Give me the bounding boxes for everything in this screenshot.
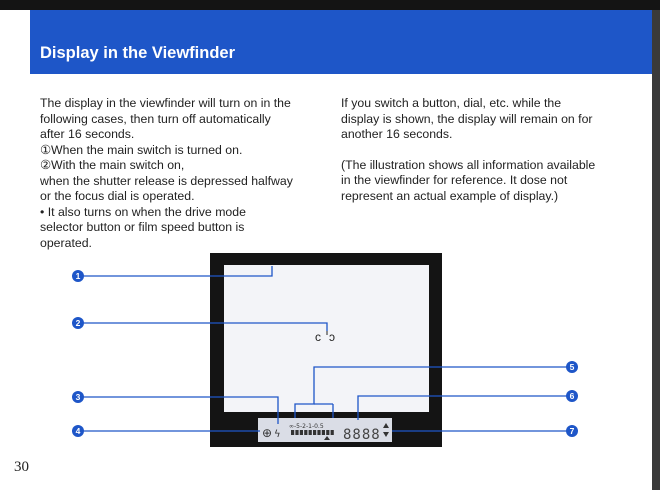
text-line: after 16 seconds. bbox=[40, 127, 135, 141]
text-line: (The illustration shows all information available bbox=[341, 157, 596, 172]
text-line: The display in the viewfinder will turn on in the bbox=[40, 96, 291, 110]
text-line: following cases, then turn off automatically bbox=[40, 111, 271, 126]
focus-frame-left: c bbox=[315, 330, 321, 344]
callout-6: 6 bbox=[566, 390, 578, 402]
distance-bar-segment bbox=[291, 430, 294, 435]
list-item-2: ②With the main switch on, bbox=[40, 158, 185, 172]
focus-frame-right: ɔ bbox=[329, 330, 335, 344]
distance-bar-segment bbox=[300, 430, 303, 435]
distance-bar-segment bbox=[322, 430, 325, 435]
callout-2: 2 bbox=[72, 317, 84, 329]
section-title: Display in the Viewfinder bbox=[40, 44, 235, 62]
text-line: represent an actual example of display.) bbox=[341, 188, 559, 203]
text-line: display is shown, the display will remain on for bbox=[341, 111, 593, 126]
callout-7: 7 bbox=[566, 425, 578, 437]
counter-display: 8888 bbox=[343, 427, 381, 443]
text-line: or the focus dial is operated. bbox=[40, 189, 195, 203]
distance-bar-segment bbox=[326, 430, 329, 435]
distance-bar-segment bbox=[331, 430, 334, 435]
distance-bar-segment bbox=[304, 430, 307, 435]
focus-indicator-icon: ⊕ bbox=[262, 426, 273, 440]
text-line: another 16 seconds. bbox=[341, 127, 453, 141]
callout-3: 3 bbox=[72, 391, 84, 403]
distance-bar-segment bbox=[295, 430, 298, 435]
page-number: 30 bbox=[14, 459, 29, 475]
text-line: when the shutter release is depressed halfway bbox=[40, 173, 293, 188]
text-line: operated. bbox=[40, 235, 92, 250]
distance-bar-segment bbox=[309, 430, 312, 435]
list-item-1: ①When the main switch is turned on. bbox=[40, 142, 243, 157]
text-line: in the viewfinder for reference. It dose not bbox=[341, 173, 568, 187]
bullet-item: • It also turns on when the drive mode bbox=[40, 204, 246, 219]
distance-scale-text: ∞-5-2-1-0.5 bbox=[289, 423, 324, 430]
distance-bar-segment bbox=[317, 430, 320, 435]
viewfinder-screen bbox=[224, 265, 429, 412]
distance-bar-segment bbox=[313, 430, 316, 435]
callout-4: 4 bbox=[72, 425, 84, 437]
flash-icon: ϟ bbox=[274, 429, 281, 440]
callout-5: 5 bbox=[566, 361, 578, 373]
text-line: If you switch a button, dial, etc. while the bbox=[341, 96, 562, 110]
text-line: selector button or film speed button is bbox=[40, 220, 245, 234]
callout-1: 1 bbox=[72, 270, 84, 282]
